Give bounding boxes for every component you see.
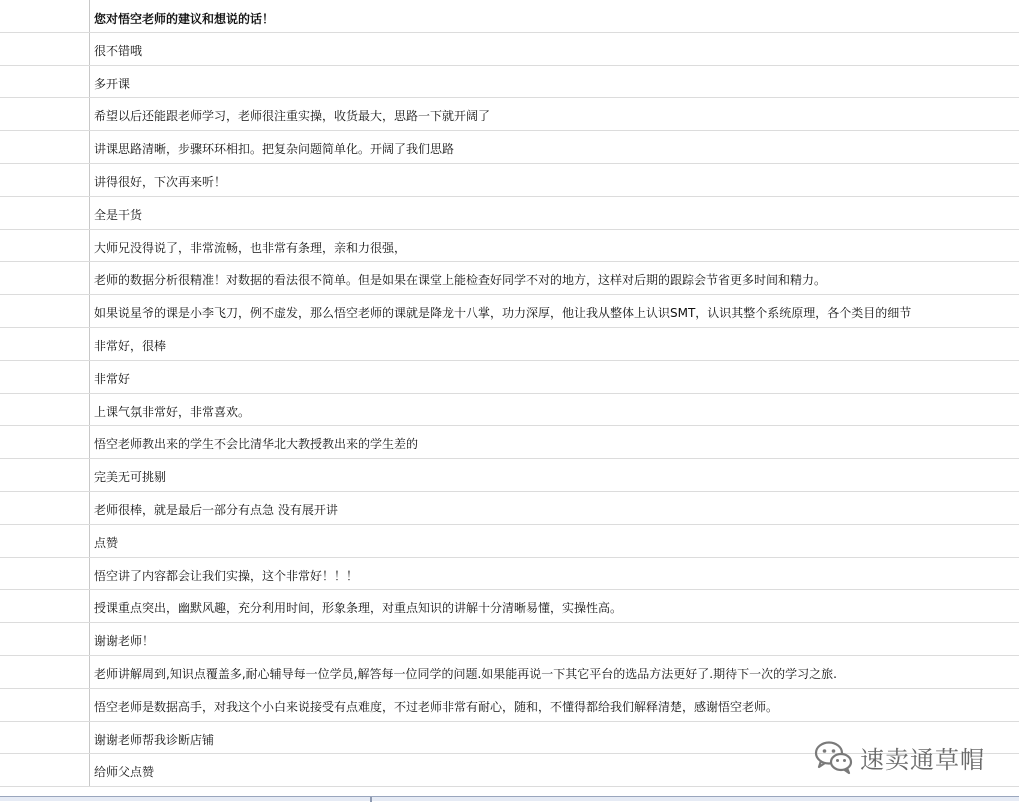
cell-col-a[interactable]: [0, 295, 90, 327]
cell-col-b[interactable]: [90, 656, 1019, 688]
cell-col-b[interactable]: [90, 361, 1019, 393]
cell-text: 讲得很好，下次再来听！: [94, 174, 227, 189]
cell-col-b[interactable]: [90, 558, 1019, 590]
cell-col-b[interactable]: [90, 426, 1019, 458]
table-row: [0, 394, 1019, 427]
cell-text: 授课重点突出，幽默风趣，充分利用时间，形象条理，对重点知识的讲解十分清晰易懂，实操性高。: [94, 601, 623, 616]
cell-text: 点赞: [94, 535, 119, 550]
cell-text: 完美无可挑剔: [94, 470, 167, 485]
cell-col-a[interactable]: [0, 689, 90, 721]
cell-col-a[interactable]: [0, 590, 90, 622]
cell-col-a[interactable]: [0, 459, 90, 491]
cell-col-b[interactable]: [90, 0, 1019, 32]
cell-text: 悟空老师是数据高手，对我这个小白来说接受有点难度，不过老师非常有耐心，随和，不懂得都给我们解释清楚，感谢悟空老师。: [94, 699, 779, 714]
table-row: [0, 197, 1019, 230]
cell-col-b[interactable]: [90, 230, 1019, 262]
table-row: [0, 361, 1019, 394]
table-row: [0, 164, 1019, 197]
table-row: [0, 33, 1019, 66]
table-row: [0, 328, 1019, 361]
table-row: [0, 525, 1019, 558]
table-row: [0, 262, 1019, 295]
cell-col-a[interactable]: [0, 558, 90, 590]
cell-col-a[interactable]: [0, 262, 90, 294]
cell-text: 给师父点赞: [94, 765, 155, 780]
cell-col-b[interactable]: [90, 623, 1019, 655]
table-row: [0, 623, 1019, 656]
table-row: [0, 66, 1019, 99]
cell-col-a[interactable]: [0, 164, 90, 196]
cell-col-b[interactable]: [90, 33, 1019, 65]
header-row: [0, 0, 1019, 33]
cell-col-a[interactable]: [0, 623, 90, 655]
table-row: [0, 689, 1019, 722]
cell-col-b[interactable]: [90, 394, 1019, 426]
cell-col-b[interactable]: [90, 590, 1019, 622]
horizontal-scrollbar[interactable]: [0, 796, 1019, 801]
cell-col-b[interactable]: [90, 164, 1019, 196]
table-row: [0, 492, 1019, 525]
table-row: [0, 131, 1019, 164]
scrollbar-thumb[interactable]: [370, 797, 372, 802]
cell-col-a[interactable]: [0, 426, 90, 458]
cell-col-b[interactable]: [90, 295, 1019, 327]
cell-col-a[interactable]: [0, 656, 90, 688]
cell-text: 谢谢老师帮我诊断店铺: [94, 732, 215, 747]
cell-col-a[interactable]: [0, 0, 90, 32]
cell-col-a[interactable]: [0, 131, 90, 163]
cell-col-b[interactable]: [90, 689, 1019, 721]
table-row: [0, 426, 1019, 459]
cell-text: 多开课: [94, 76, 131, 91]
cell-col-b[interactable]: [90, 131, 1019, 163]
wechat-icon: [814, 739, 854, 775]
cell-col-b[interactable]: [90, 492, 1019, 524]
cell-text: 老师的数据分析很精准！对数据的看法很不简单。但是如果在课堂上能检查好同学不对的地方，这样对后期的跟踪会节省更多时间和精力。: [94, 273, 827, 288]
table-row: [0, 230, 1019, 263]
cell-col-a[interactable]: [0, 361, 90, 393]
cell-col-b[interactable]: [90, 459, 1019, 491]
cell-col-a[interactable]: [0, 492, 90, 524]
cell-text: 悟空讲了内容都会让我们实操，这个非常好！！！: [94, 568, 359, 583]
cell-col-a[interactable]: [0, 197, 90, 229]
cell-text: 全是干货: [94, 207, 143, 222]
cell-col-b[interactable]: [90, 197, 1019, 229]
cell-text: 老师很棒，就是最后一部分有点急 没有展开讲: [94, 502, 338, 517]
watermark: [814, 737, 985, 777]
table-row: [0, 656, 1019, 689]
cell-col-b[interactable]: [90, 98, 1019, 130]
cell-col-a[interactable]: [0, 754, 90, 786]
table-row: [0, 558, 1019, 591]
header-text: 您对悟空老师的建议和想说的话！: [94, 12, 275, 26]
cell-col-a[interactable]: [0, 66, 90, 98]
cell-text: 大师兄没得说了，非常流畅，也非常有条理，亲和力很强，: [94, 240, 407, 255]
cell-text: 讲课思路清晰，步骤环环相扣。把复杂问题简单化。开阔了我们思路: [94, 142, 455, 157]
cell-text: 非常好: [94, 371, 131, 386]
cell-text: 希望以后还能跟老师学习，老师很注重实操，收货最大，思路一下就开阔了: [94, 109, 491, 124]
cell-col-b[interactable]: [90, 328, 1019, 360]
cell-col-a[interactable]: [0, 98, 90, 130]
cell-text: 谢谢老师！: [94, 634, 155, 649]
cell-col-b[interactable]: [90, 66, 1019, 98]
cell-col-a[interactable]: [0, 394, 90, 426]
cell-col-b[interactable]: [90, 262, 1019, 294]
cell-text: 悟空老师教出来的学生不会比清华北大教授教出来的学生差的: [94, 437, 419, 452]
table-row: [0, 590, 1019, 623]
table-row: [0, 459, 1019, 492]
table-row: [0, 98, 1019, 131]
cell-col-b[interactable]: [90, 525, 1019, 557]
cell-col-a[interactable]: [0, 328, 90, 360]
table-row: [0, 295, 1019, 328]
cell-col-a[interactable]: [0, 525, 90, 557]
cell-col-a[interactable]: [0, 230, 90, 262]
cell-text: 如果说星爷的课是小李飞刀，例不虚发，那么悟空老师的课就是降龙十八掌，功力深厚，他让我从整体上认识SMT，认识其整个系统原理，各个类目的细节: [94, 306, 912, 321]
cell-text: 非常好，很棒: [94, 338, 167, 353]
cell-text: 上课气氛非常好，非常喜欢。: [94, 404, 251, 419]
cell-text: 很不错哦: [94, 43, 143, 58]
watermark-text: 速卖通草帽: [860, 745, 985, 774]
cell-col-a[interactable]: [0, 33, 90, 65]
cell-col-a[interactable]: [0, 722, 90, 754]
cell-text: 老师讲解周到,知识点覆盖多,耐心辅导每一位学员,解答每一位同学的问题.如果能再说一下其它平台的选品方法更好了.期待下一次的学习之旅.: [94, 666, 837, 681]
